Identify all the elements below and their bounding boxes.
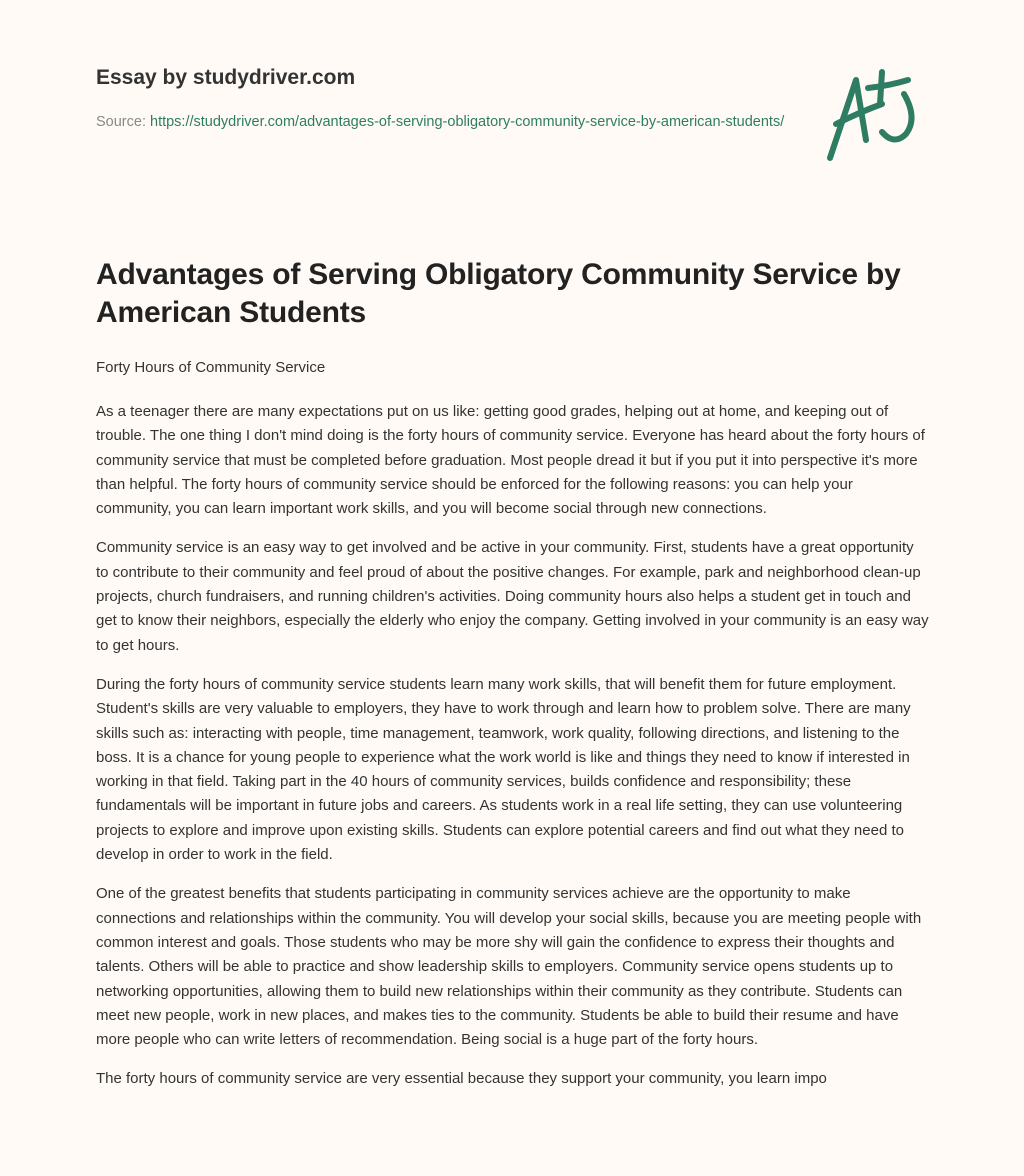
essay-title: Advantages of Serving Obligatory Community Service by American Students [96,258,901,329]
paragraph: One of the greatest benefits that students participating in community services achieve are the opportunity to make connections and relationships within the community. You will develop your social skills, because you are meeting people with common interest and goals. Those students who may be more shy will gain the confidence to express their thoughts and talents. Others will be able to practice and show leadership skills to employers. Community service opens students up to networking opportunities, allowing them to build new relationships within their community as they contribute. Students can meet new people, work in new places, and makes ties to the community. Students be able to build their resume and have more people who can write letters of recommendation. Being social is a huge part of the forty hours. [96,885,922,1049]
paragraph: Community service is an easy way to get involved and be active in your community. First, students have a great opportunity to contribute to their community and feel proud of about the positive changes. For example, park and neighborhood clean-up projects, church fundraisers, and running children's activities. Doing community hours also helps a student get in touch and get to know their neighbors, especially the elderly who enjoy the company. Getting involved in your community is an easy way to get hours. [96,539,929,654]
source-link[interactable]: https://studydriver.com/advantages-of-serving-obligatory-community-service-by-american-students/ [150,114,785,130]
a-plus-logo-icon [820,66,930,166]
source-label: Source: [96,114,150,130]
paragraph: As a teenager there are many expectations put on us like: getting good grades, helping out at home, and keeping out of trouble. The one thing I don't mind doing is the forty hours of community service. Everyone has heard about the forty hours of community service that must be completed before graduation. Most people dread it but if you put it into perspective it's more than helpful. The forty hours of community service should be enforced for the following reasons: you can help your community, you can learn important work skills, and you will become social through new connections. [96,403,925,518]
essay-content [96,256,930,1107]
paragraph: During the forty hours of community service students learn many work skills, that will benefit them for future employment. Student's skills are very valuable to employers, they have to work through and learn how to problem solve. There are many skills such as: interacting with people, time management, teamwork, work quality, following directions, and listening to the boss. It is a chance for young people to experience what the work world is like and things they need to know if interested in working in that field. Taking part in the 40 hours of community services, builds confidence and responsibility; these fundamentals will be important in future jobs and careers. As students work in a real life setting, they can use volunteering projects to explore and improve upon existing skills. Students can explore potential careers and find out what they need to develop in order to work in the field. [96,675,911,864]
brand-title: Essay by studydriver.com [96,66,356,89]
site-header [96,64,796,134]
paragraph: The forty hours of community service are very essential because they support your community, you learn impo [96,1070,827,1088]
source-line [96,110,796,134]
essay-subtitle: Forty Hours of Community Service [96,359,326,376]
